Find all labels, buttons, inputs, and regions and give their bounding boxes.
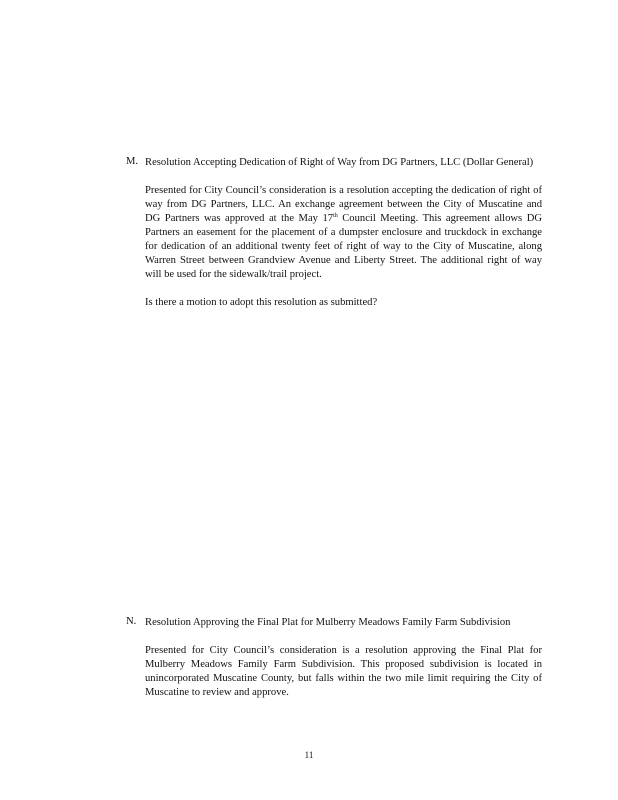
item-marker: M. <box>126 156 139 167</box>
agenda-item-m <box>126 156 542 310</box>
spacer <box>145 630 542 644</box>
motion-question: Is there a motion to adopt this resolution as submitted? <box>145 297 378 308</box>
item-description <box>145 184 542 282</box>
agenda-item-n <box>126 616 542 700</box>
item-content <box>145 156 542 310</box>
page-number: 11 <box>304 750 314 760</box>
description-text-end: Council Meeting. This agreement allows DG Partners an easement for the placement of a dumpster enclosure and truckdock in exchange for dedication of an additional twenty feet of right of way to the City of Muscatine, along Warren Street between Grandview Avenue and Liberty Street. The additional right of way will be used for the sidewalk/trail project. <box>145 213 542 280</box>
item-content <box>145 616 542 700</box>
item-marker: N. <box>126 616 137 627</box>
item-title: Resolution Approving the Final Plat for Mulberry Meadows Family Farm Subdivision <box>145 617 511 628</box>
ordinal-suffix: th <box>333 213 338 219</box>
spacer <box>145 170 542 184</box>
description-text-start: Presented for City Council’s consideration is a resolution accepting the dedication of right of way from DG Partners, LLC. An exchange agreement between the City of Muscatine and DG Partners was approved at the May 17 <box>145 185 542 224</box>
item-title: Resolution Accepting Dedication of Right of Way from DG Partners, LLC (Dollar General) <box>145 157 534 168</box>
spacer <box>145 282 542 296</box>
item-description: Presented for City Council’s consideration is a resolution approving the Final Plat for Mulberry Meadows Family Farm Subdivision. This proposed subdivision is located in unincorporated Muscatine County, but falls within the two mile limit requiring the City of Muscatine to review and approve. <box>145 645 542 698</box>
